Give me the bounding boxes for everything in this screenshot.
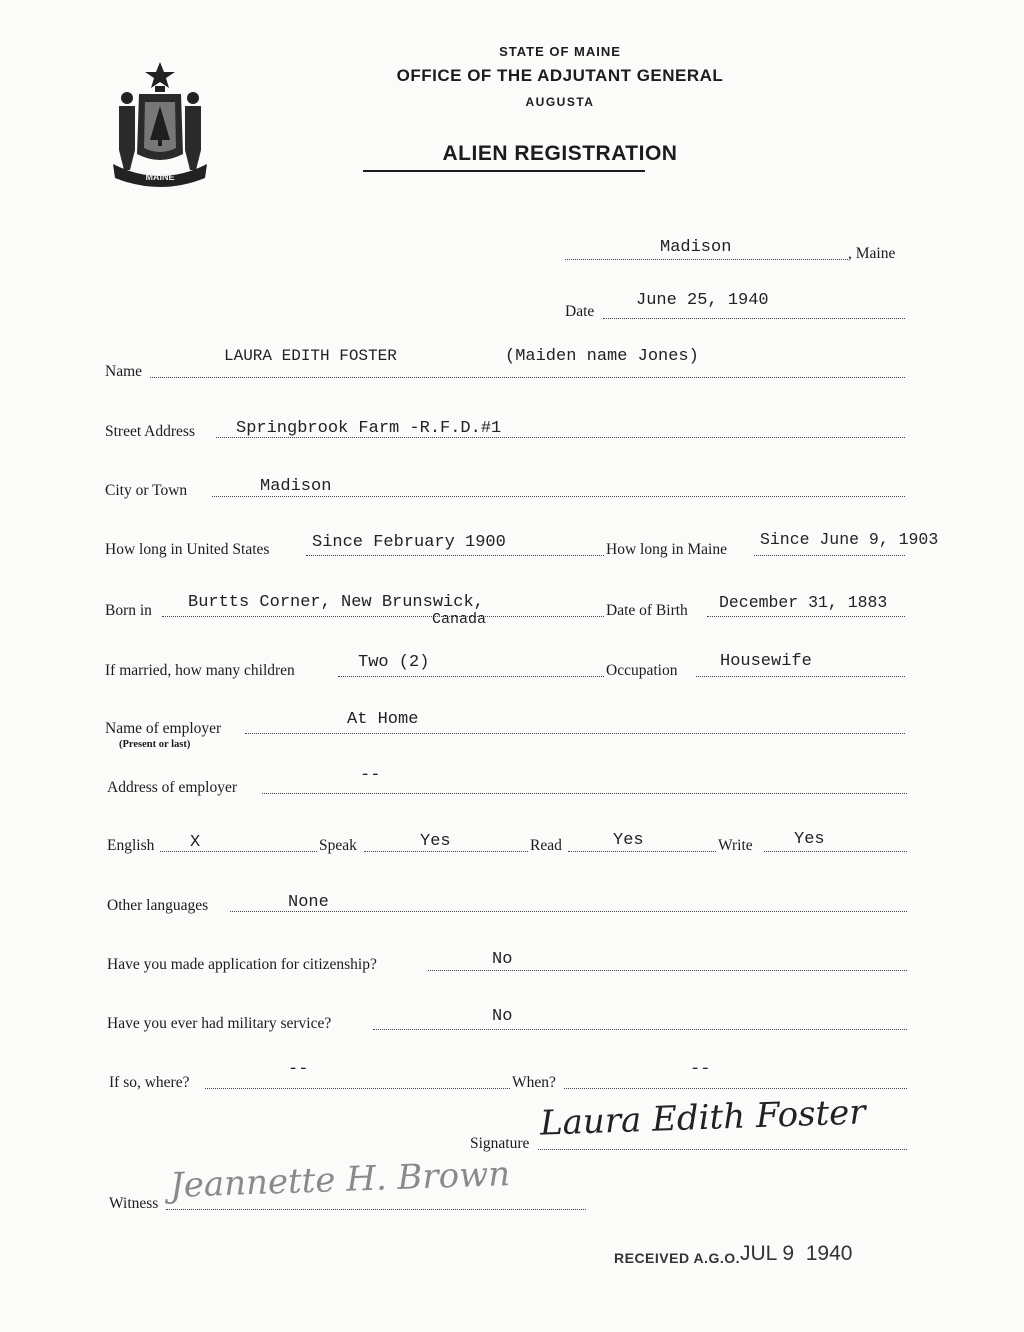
date-line <box>603 318 905 319</box>
how-long-us-label: How long in United States <box>105 541 270 558</box>
street-address-label: Street Address <box>105 423 195 440</box>
occupation-value: Housewife <box>720 652 812 671</box>
employer-name-value: At Home <box>347 710 419 729</box>
occupation-line <box>696 676 905 677</box>
citizenship-line <box>428 970 907 971</box>
born-in-country-value: Canada <box>432 611 487 628</box>
military-line <box>373 1029 907 1030</box>
date-of-birth-label: Date of Birth <box>606 602 688 619</box>
office-heading: OFFICE OF THE ADJUTANT GENERAL <box>396 66 724 85</box>
title-underline <box>363 170 645 172</box>
name-value: LAURA EDITH FOSTER <box>224 347 397 365</box>
where-line <box>205 1088 510 1089</box>
born-in-value: Burtts Corner, New Brunswick, <box>188 593 484 612</box>
received-stamp-label: RECEIVED A.G.O. <box>614 1250 741 1266</box>
military-label: Have you ever had military service? <box>107 1015 332 1032</box>
speak-line <box>364 851 528 852</box>
born-in-label: Born in <box>105 602 152 619</box>
city-label: City or Town <box>105 482 188 499</box>
form-title: ALIEN REGISTRATION <box>442 142 678 165</box>
employer-address-value: -- <box>360 766 381 785</box>
employer-address-label: Address of employer <box>107 779 237 796</box>
how-long-us-line <box>306 555 604 556</box>
other-languages-value: None <box>288 893 329 912</box>
employer-name-label: Name of employer <box>105 720 222 737</box>
occupation-label: Occupation <box>606 662 678 679</box>
employer-name-line <box>245 733 905 734</box>
how-long-maine-line <box>754 555 905 556</box>
city-line <box>212 496 905 497</box>
where-value: -- <box>288 1060 309 1079</box>
write-value: Yes <box>794 830 825 849</box>
witness-line <box>166 1209 586 1210</box>
how-long-maine-value: Since June 9, 1903 <box>760 530 939 549</box>
date-of-birth-line <box>707 616 905 617</box>
children-line <box>338 676 604 677</box>
write-label: Write <box>718 837 753 854</box>
where-label: If so, where? <box>109 1074 190 1091</box>
seal-banner-text: MAINE <box>145 172 175 182</box>
city-heading: AUGUSTA <box>525 95 595 109</box>
state-heading: STATE OF MAINE <box>499 44 621 59</box>
when-value: -- <box>690 1060 711 1079</box>
other-languages-line <box>230 911 907 912</box>
name-label: Name <box>105 363 143 380</box>
read-line <box>568 851 716 852</box>
city-value: Madison <box>260 477 332 496</box>
speak-value: Yes <box>420 832 451 851</box>
maiden-name-value: (Maiden name Jones) <box>505 347 699 366</box>
how-long-us-value: Since February 1900 <box>312 533 506 552</box>
children-value: Two (2) <box>358 653 430 672</box>
town-value: Madison <box>660 238 732 257</box>
employer-note: (Present or last) <box>119 739 191 750</box>
town-line <box>565 259 848 260</box>
signature-line <box>538 1149 907 1150</box>
write-line <box>764 851 907 852</box>
english-label: English <box>107 837 155 854</box>
citizenship-label: Have you made application for citizenship? <box>107 956 377 973</box>
signature-label: Signature <box>470 1135 530 1152</box>
date-of-birth-value: December 31, 1883 <box>719 593 888 612</box>
street-address-value: Springbrook Farm -R.F.D.#1 <box>236 419 502 438</box>
born-in-line <box>162 616 604 617</box>
other-languages-label: Other languages <box>107 897 209 914</box>
signature-value: Laura Edith Foster <box>539 1092 867 1144</box>
english-line <box>160 851 317 852</box>
read-label: Read <box>530 837 562 854</box>
when-line <box>564 1088 907 1089</box>
witness-value: Jeannette H. Brown <box>169 1154 511 1206</box>
english-value: X <box>190 833 201 852</box>
employer-address-line <box>262 793 907 794</box>
read-value: Yes <box>613 831 644 850</box>
date-label: Date <box>565 303 595 320</box>
received-stamp-date: JUL 9 1940 <box>740 1242 853 1265</box>
speak-label: Speak <box>319 837 357 854</box>
witness-label: Witness <box>109 1195 159 1212</box>
military-value: No <box>492 1007 513 1026</box>
date-value: June 25, 1940 <box>636 291 769 310</box>
name-line <box>150 377 905 378</box>
children-label: If married, how many children <box>105 662 295 679</box>
maine-label: , Maine <box>848 245 896 262</box>
state-seal <box>105 58 215 188</box>
when-label: When? <box>512 1074 556 1091</box>
citizenship-value: No <box>492 950 513 969</box>
how-long-maine-label: How long in Maine <box>606 541 727 558</box>
